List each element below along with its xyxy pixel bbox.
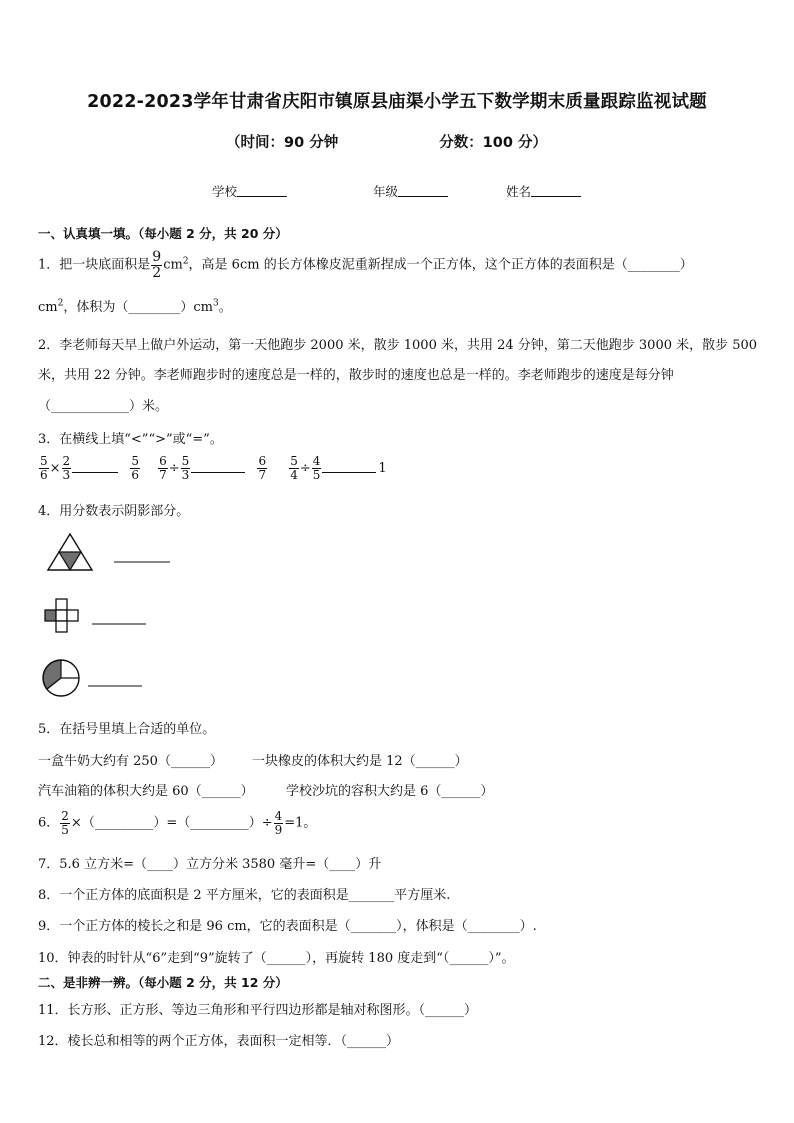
q6-a-num: 2: [61, 809, 69, 823]
q3-e2-b-num: 5: [181, 454, 190, 468]
cross-top-square: [56, 599, 67, 610]
question-8: 8．一个正方体的底面积是 2 平方厘米，它的表面积是_______平方厘米.: [38, 888, 451, 903]
cross-bottom-square: [56, 621, 67, 632]
q6-b-den: 9: [274, 822, 283, 837]
q3-e2-a-den: 7: [159, 467, 167, 482]
question-6: [38, 810, 316, 836]
q3-e3-a-den: 4: [290, 467, 298, 482]
q1-line2-unit: cm: [38, 300, 58, 315]
cross-shaded-figure: [44, 598, 150, 634]
grade-field[interactable]: [373, 182, 448, 200]
q3-e1-a-num: 5: [40, 454, 48, 468]
q3-e2-op: ÷: [168, 460, 180, 476]
question-5-c: 汽车油箱的体积大约是 60（______）: [38, 784, 254, 799]
q3-e3-blank[interactable]: [322, 460, 376, 473]
q6-b-num: 4: [274, 809, 283, 823]
q1-area-numerator: 9: [152, 249, 162, 265]
circle-shaded-figure: [40, 658, 146, 700]
q1-area-denominator: 2: [152, 264, 162, 281]
q3-e2-b-den: 3: [181, 467, 190, 482]
question-2-line-1: 2．李老师每天早上做户外运动，第一天他跑步 2000 米，散步 1000 米，共用 24 分钟，第二天他跑步 3000 米，散步 500: [38, 338, 758, 353]
section-1-heading: 一、认真填一填。（每小题 2 分，共 20 分）: [38, 226, 288, 241]
question-2-line-3: （____________）米。: [38, 399, 169, 414]
grade-label: 年级: [373, 184, 399, 199]
q3-e2-a-num: 6: [159, 454, 167, 468]
cross-right-square: [67, 610, 78, 621]
q6-prefix: 6．: [38, 815, 60, 831]
q1-area-fraction: [151, 250, 162, 280]
question-11: 11．长方形、正方形、等边三角形和平行四边形都是轴对称图形。（______）: [38, 1003, 478, 1018]
cross-shaded-square: [45, 610, 56, 621]
question-9: 9．一个正方体的棱长之和是 96 cm，它的表面积是（_______），体积是（________）.: [38, 919, 537, 934]
q1-line2-text: ，体积为（________）cm: [63, 300, 213, 315]
school-field[interactable]: [212, 182, 287, 200]
question-5-text: 5．在括号里填上合适的单位。: [38, 722, 216, 737]
question-5-b: 一块橡皮的体积大约是 12（______）: [252, 754, 468, 769]
q1-unit: cm: [163, 257, 183, 273]
school-label: 学校: [212, 184, 238, 199]
q3-e1-c-den: 6: [131, 467, 139, 482]
exam-time-score: （时间：90 分钟 分数：100 分）: [226, 135, 548, 151]
grade-blank[interactable]: [398, 184, 448, 197]
q6-a-den: 5: [61, 822, 69, 837]
q3-e1-c-num: 5: [131, 454, 139, 468]
q3-e3-one: 1: [378, 460, 387, 476]
q3-e1-op: ×: [49, 460, 61, 476]
question-4-text: 4．用分数表示阴影部分。: [38, 504, 190, 519]
q3-e2-c-den: 7: [258, 467, 267, 482]
q1-prefix: 1．把一块底面积是: [38, 257, 151, 273]
q3-expression-2: [157, 454, 272, 482]
question-2-line-2: 米，共用 22 分钟。李老师跑步时的速度总是一样的，散步时的速度也总是一样的。李老师跑步的速度是每分钟: [38, 368, 674, 383]
q3-e1-a-den: 6: [40, 467, 48, 482]
q3-e2-blank[interactable]: [191, 460, 245, 473]
q3-e3-op: ÷: [299, 460, 311, 476]
question-7: 7．5.6 立方米=（____）立方分米 3580 毫升=（____）升: [38, 857, 382, 872]
name-field[interactable]: [506, 182, 581, 200]
name-label: 姓名: [506, 184, 532, 199]
q3-e1-b-num: 2: [62, 454, 71, 468]
q3-e3-a-num: 5: [290, 454, 298, 468]
question-5-a: 一盒牛奶大约有 250（______）: [38, 754, 223, 769]
cross-center-square: [56, 610, 67, 621]
triangle-shaded-figure: [44, 532, 174, 574]
question-3-text: 3．在横线上填“<”“>”或“=”。: [38, 432, 223, 447]
page-title: 2022-2023学年甘肃省庆阳市镇原县庙渠小学五下数学期末质量跟踪监视试题: [87, 92, 707, 112]
question-5-d: 学校沙坑的容积大约是 6（______）: [286, 784, 494, 799]
name-blank[interactable]: [531, 184, 581, 197]
q3-expression-1: [38, 454, 145, 482]
question-10: 10．钟表的时针从“6”走到“9”旋转了（______），再旋转 180 度走到“（______）”。: [38, 951, 515, 966]
q3-e3-b-den: 5: [312, 467, 321, 482]
q3-e3-b-num: 4: [312, 454, 321, 468]
question-1-line-2: $cm^2$，体积为$(\_\_\_\_\_\_\_\_)cm^3$。: [38, 298, 232, 315]
q3-e2-c-num: 6: [258, 454, 267, 468]
question-12: 12．棱长总和相等的两个正方体，表面积一定相等．（______）: [38, 1034, 400, 1049]
q3-e1-blank[interactable]: [72, 460, 118, 473]
q3-expression-3: [288, 454, 387, 482]
school-blank[interactable]: [237, 184, 287, 197]
question-3-expressions: [38, 455, 387, 481]
q3-e1-b-den: 3: [62, 467, 71, 482]
q6-suffix: =1。: [284, 815, 317, 831]
q1-middle-text: ，高是 6cm 的长方体橡皮泥重新捏成一个正方体，这个正方体的表面积是（________）: [188, 257, 693, 273]
section-2-heading: 二、是非辨一辨。（每小题 2 分，共 12 分）: [38, 975, 288, 990]
q6-middle: ×（_________）=（_________）÷: [70, 815, 273, 831]
question-1-line-1: 1．把一块底面积是 $\frac{9}{2}$ $cm^2$，高是 6cm 的长方体橡皮泥重新捏成一个正方体，这个正方体的表面积是（________）: [38, 249, 693, 281]
q1-line2-end: 。: [218, 300, 232, 315]
